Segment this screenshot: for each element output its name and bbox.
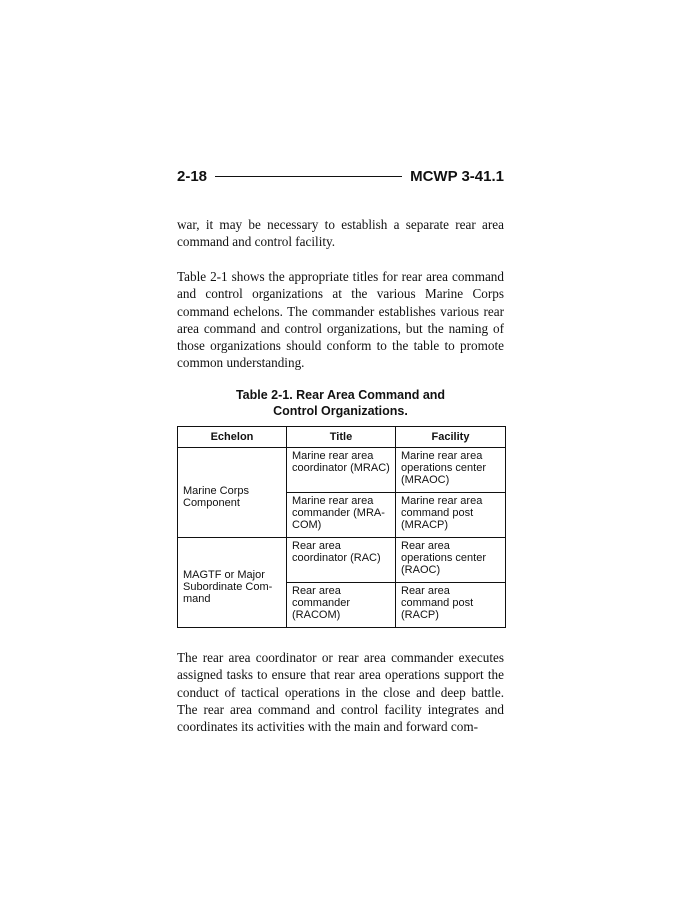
table-caption <box>177 387 504 419</box>
publication-number: MCWP 3-41.1 <box>410 167 504 185</box>
table-header-row <box>178 427 506 448</box>
running-header <box>177 165 504 187</box>
paragraph-2: Table 2-1 shows the appropriate titles for rear area command and control organizations at the various Marine Corps command echelons. The commander establishes various rear area command and control organizations, but the naming of those organizations should conform to the table to promote common understanding. <box>177 269 504 371</box>
page-number: 2-18 <box>177 167 208 185</box>
title-cell: Marine rear area commander (MRA-COM) <box>287 493 396 538</box>
title-cell: Rear area commander (RACOM) <box>287 583 396 628</box>
facility-cell: Rear area operations center (RAOC) <box>396 538 506 583</box>
header-rule <box>215 176 402 177</box>
rear-area-organizations-table <box>177 426 506 628</box>
title-cell: Marine rear area coordinator (MRAC) <box>287 448 396 493</box>
header-echelon: Echelon <box>178 427 287 448</box>
table-row <box>178 448 506 493</box>
table-caption-line-1: Table 2-1. Rear Area Command and <box>235 388 446 402</box>
table-row <box>178 538 506 583</box>
table-caption-line-2: Control Organizations. <box>273 404 408 418</box>
title-cell: Rear area coordinator (RAC) <box>287 538 396 583</box>
paragraph-1: war, it may be necessary to establish a separate rear area command and control facility. <box>177 217 504 250</box>
facility-cell: Rear area command post (RACP) <box>396 583 506 628</box>
header-title: Title <box>287 427 396 448</box>
facility-cell: Marine rear area command post (MRACP) <box>396 493 506 538</box>
facility-cell: Marine rear area operations center (MRAOC) <box>396 448 506 493</box>
header-facility: Facility <box>396 427 506 448</box>
echelon-label: Marine Corps Component <box>183 484 250 509</box>
paragraph-3: The rear area coordinator or rear area commander executes assigned tasks to ensure that rear area operations support the conduct of tactical operations in the close and deep battle. The rear area command and control facility integrates and coordinates its activities with the main and forward com- <box>177 650 504 735</box>
echelon-cell <box>178 538 287 628</box>
echelon-label: MAGTF or Major Subordinate Com-mand <box>183 568 273 605</box>
echelon-cell <box>178 448 287 538</box>
